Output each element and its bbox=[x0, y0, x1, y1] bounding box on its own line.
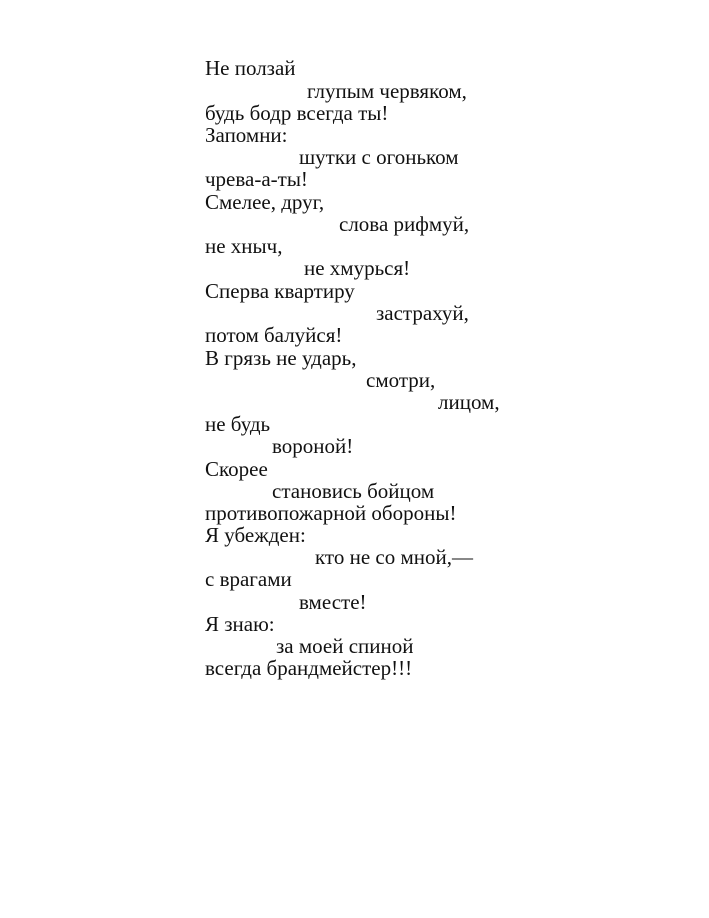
poem-line: не хмурься! bbox=[304, 256, 411, 280]
poem-line: слова рифмуй, bbox=[339, 212, 470, 236]
poem-line: не хныч, bbox=[205, 234, 283, 258]
poem-line: противопожарной обороны! bbox=[205, 501, 457, 525]
poem-line: шутки с огоньком bbox=[299, 145, 459, 169]
poem-line: лицом, bbox=[438, 390, 500, 414]
poem-line: кто не со мной,— bbox=[315, 545, 473, 569]
poem-line: В грязь не ударь, bbox=[205, 346, 357, 370]
poem-line: будь бодр всегда ты! bbox=[205, 101, 389, 125]
poem-line: Скорее bbox=[205, 457, 268, 481]
poem-line: за моей спиной bbox=[276, 634, 414, 658]
poem-line: всегда брандмейстер!!! bbox=[205, 656, 413, 680]
poem-line: вместе! bbox=[299, 590, 367, 614]
poem-line: смотри, bbox=[366, 368, 436, 392]
poem-line: Я убежден: bbox=[205, 523, 306, 547]
poem-line: Сперва квартиру bbox=[205, 279, 355, 303]
poem-line: Смелее, друг, bbox=[205, 190, 325, 214]
poem-line: Не ползай bbox=[205, 56, 296, 80]
poem-line: Я знаю: bbox=[205, 612, 275, 636]
poem-line: Запомни: bbox=[205, 123, 288, 147]
poem-line: вороной! bbox=[272, 434, 354, 458]
poem-line: не будь bbox=[205, 412, 271, 436]
poem-line: глупым червяком, bbox=[307, 79, 467, 103]
poem-line: потом балуйся! bbox=[205, 323, 343, 347]
poem-line: чрева-а-ты! bbox=[205, 167, 308, 191]
poem-line: с врагами bbox=[205, 567, 292, 591]
poem-line: становись бойцом bbox=[272, 479, 435, 503]
poem-line: застрахуй, bbox=[376, 301, 469, 325]
